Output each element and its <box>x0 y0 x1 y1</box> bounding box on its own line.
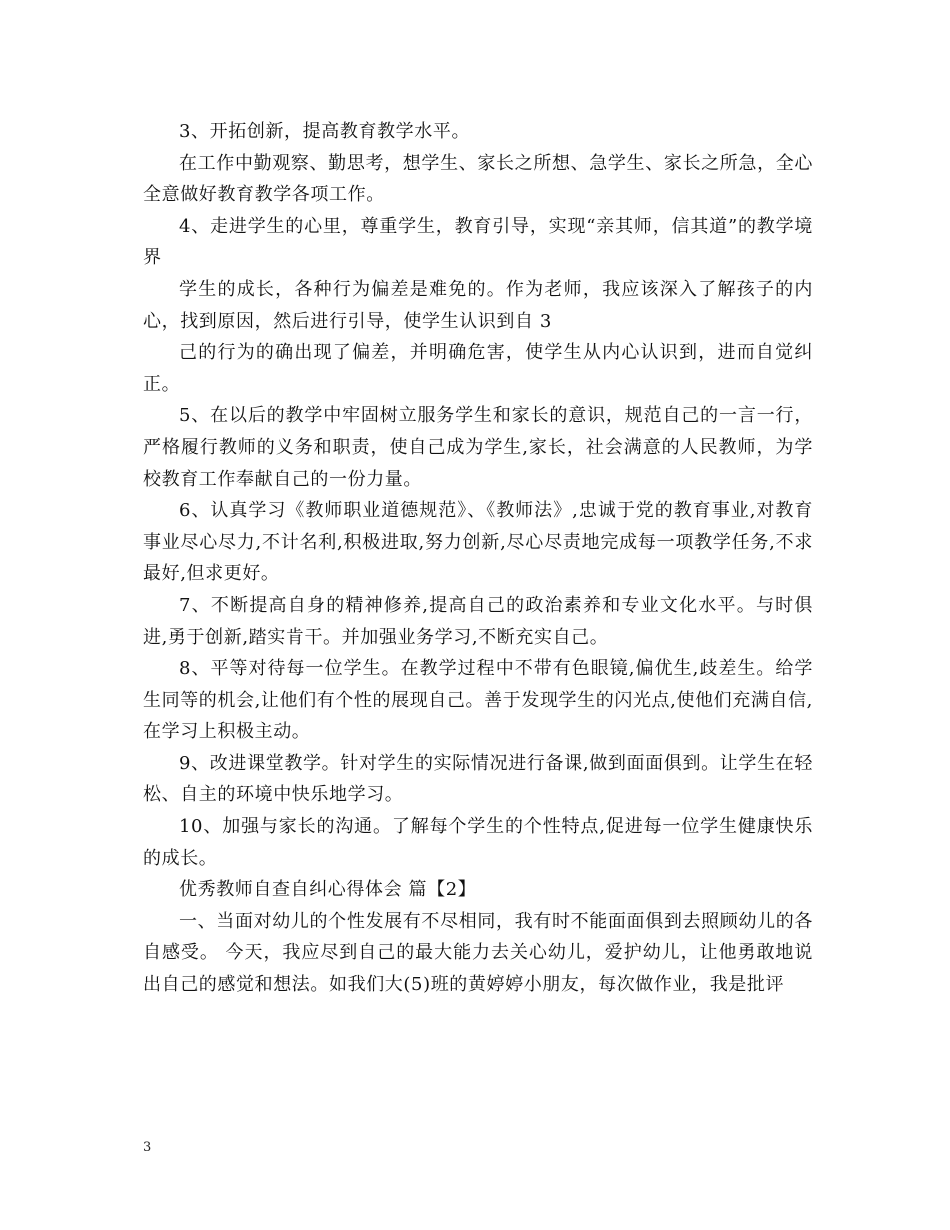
paragraph-section-2-first: 一、当面对幼儿的个性发展有不尽相同，我有时不能面面俱到去照顾幼儿的各自感受。 今天，我应尽到自己的最大能力去关心幼儿，爱护幼儿，让他勇敢地说出自己的感觉和想法。如我们大(5)班的黄婷婷小朋友，每次做作业，我是批评 <box>143 910 813 996</box>
paragraph-item-10: 10、加强与家长的沟通。了解每个学生的个性特点,促进每一位学生健康快乐的成长。 <box>143 816 813 869</box>
paragraph-item-8: 8、平等对待每一位学生。在教学过程中不带有色眼镜,偏优生,歧差生。给学生同等的机会,让他们有个性的展现自己。善于发现学生的闪光点,使他们充满自信,在学习上积极主动。 <box>143 658 813 743</box>
paragraph-item-7: 7、不断提高自身的精神修养,提高自己的政治素养和专业文化水平。与时俱进,勇于创新,踏实肯干。并加强业务学习,不断充实自己。 <box>143 594 813 648</box>
section-title-part-2: 优秀教师自查自纠心得体会 篇【2】 <box>179 879 477 901</box>
paragraph-item-3-heading: 3、开拓创新，提高教育教学水平。 <box>179 121 471 142</box>
paragraph-student-growth: 学生的成长，各种行为偏差是难免的。作为老师，我应该深入了解孩子的内心，找到原因，然后进行引导，使学生认识到自 3 <box>143 278 813 332</box>
paragraph-behavior-correction: 己的行为的确出现了偏差，并明确危害，使学生从内心认识到，进而自觉纠正。 <box>143 342 813 395</box>
paragraph-observe-think: 在工作中勤观察、勤思考，想学生、家长之所想、急学生、家长之所急，全心全意做好教育教学各项工作。 <box>143 152 813 206</box>
paragraph-item-5: 5、在以后的教学中牢固树立服务学生和家长的意识，规范自己的一言一行，严格履行教师的义务和职责，使自己成为学生,家长，社会满意的人民教师，为学校教育工作奉献自己的一份力量。 <box>143 405 813 490</box>
document-body <box>143 116 813 1001</box>
paragraph-item-9: 9、改进课堂教学。针对学生的实际情况进行备课,做到面面俱到。让学生在轻松、自主的环境中快乐地学习。 <box>143 752 813 806</box>
paragraph-item-4-heading: 4、走进学生的心里，尊重学生，教育引导，实现“亲其师，信其道”的教学境界 <box>143 215 813 269</box>
paragraph-item-6: 6、认真学习《教师职业道德规范》、《教师法》,忠诚于党的教育事业,对教育事业尽心尽力,不计名利,积极进取,努力创新,尽心尽责地完成每一项教学任务,不求最好,但求更好。 <box>143 500 813 585</box>
page-number: 3 <box>143 1140 152 1155</box>
